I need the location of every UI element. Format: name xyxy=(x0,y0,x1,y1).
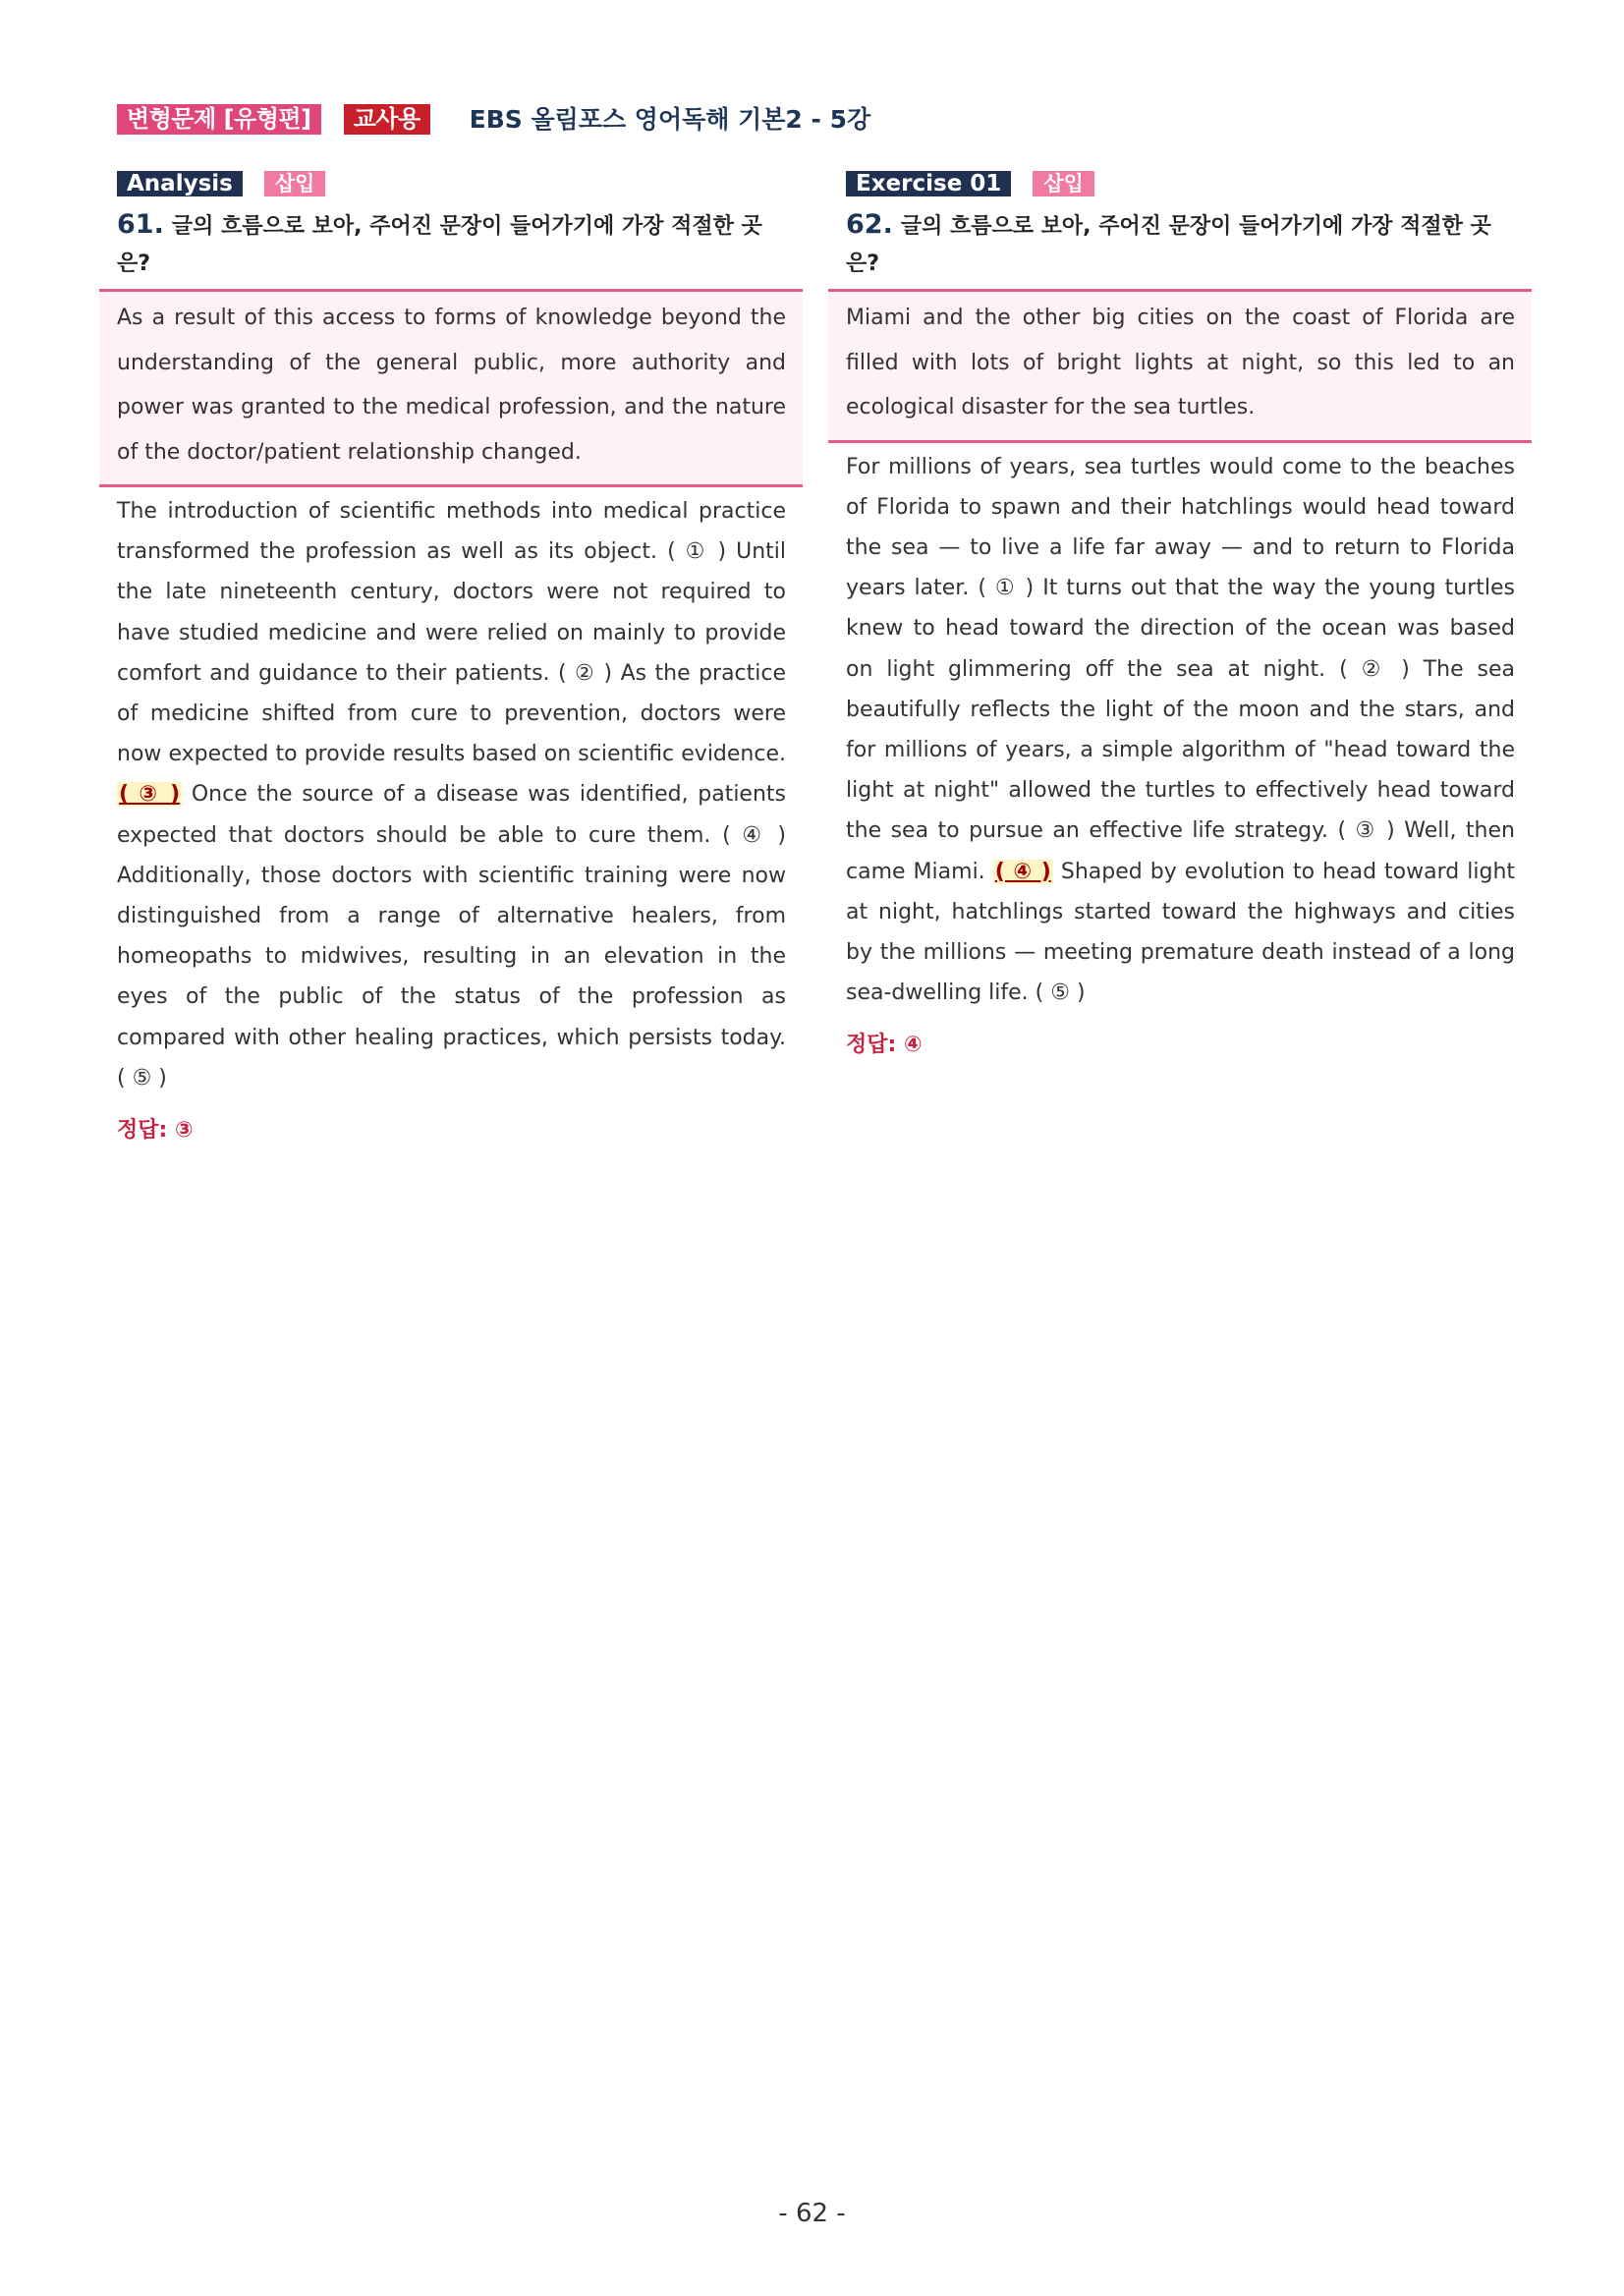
question-text: 글의 흐름으로 보아, 주어진 문장이 들어가기에 가장 적절한 곳은? xyxy=(117,214,762,276)
header-title: EBS 올림포스 영어독해 기본2 - 5강 xyxy=(469,105,871,134)
question-prompt xyxy=(846,206,1514,283)
question-text: 글의 흐름으로 보아, 주어진 문장이 들어가기에 가장 적절한 곳은? xyxy=(846,214,1491,276)
question-tags xyxy=(846,171,1532,196)
given-sentence: As a result of this access to forms of knowledge beyond the understanding of the general public, more authority and power was granted to the medical profession, and the nature of the doctor/patient relationship changed. xyxy=(117,306,786,465)
question-prompt xyxy=(117,206,785,283)
given-sentence-box xyxy=(99,289,803,487)
position-marker-2: ( ② ) xyxy=(557,660,613,686)
analysis-tag: Analysis xyxy=(117,171,243,196)
passage-segment: As the practice of medicine shifted from cure to prevention, doctors were now expected to provide results based on scientific evidence. xyxy=(117,660,787,767)
position-marker-5: ( ⑤ ) xyxy=(117,1065,167,1091)
exercise-tag: Exercise 01 xyxy=(846,171,1011,196)
position-marker-4: ( ④ ) xyxy=(722,822,787,848)
passage xyxy=(828,443,1532,1014)
passage-segment: Additionally, those doctors with scientific training were now distinguished from a range of alternative healers, from homeopaths to midwives, resulting in an elevation in the eyes of the public of the status of the profession as compared with other healing practices, which persists today. xyxy=(117,863,786,1050)
question-62 xyxy=(828,171,1532,1060)
passage-segment: For millions of years, sea turtles would come to the beaches of Florida to spawn and their hatchlings would head toward the sea — to live a life far away — and to return to Florida years later. xyxy=(846,454,1515,601)
question-head xyxy=(99,171,803,283)
position-marker-5: ( ⑤ ) xyxy=(1035,980,1086,1006)
passage-segment: The introduction of scientific methods into medical practice transformed the profession as well as its object. xyxy=(117,499,786,565)
passage xyxy=(99,487,803,1098)
position-marker-4-answer: ( ④ ) xyxy=(994,859,1051,884)
position-marker-1: ( ① ) xyxy=(978,576,1035,601)
given-sentence: Miami and the other big cities on the coast of Florida are filled with lots of bright lights at night, so this led to an ecological disaster for the sea turtles. xyxy=(846,306,1515,420)
passage-segment: Until the late nineteenth century, doctors were not required to have studied medicine and were relied on mainly to provide comfort and guidance to their patients. xyxy=(117,539,787,686)
answer-label: 정답: ④ xyxy=(846,1033,923,1058)
answer-label: 정답: ③ xyxy=(117,1118,194,1144)
passage-segment: Well, then came Miami. xyxy=(846,818,1515,884)
question-61 xyxy=(99,171,803,1146)
position-marker-3: ( ③ ) xyxy=(1337,818,1395,844)
insertion-type-tag: 삽입 xyxy=(264,171,326,196)
position-marker-1: ( ① ) xyxy=(667,539,727,565)
position-marker-2: ( ② ) xyxy=(1339,656,1410,682)
question-number: 62. xyxy=(846,209,893,240)
page-header xyxy=(117,104,870,135)
question-head xyxy=(828,171,1532,283)
insertion-type-tag: 삽입 xyxy=(1033,171,1094,196)
page-number: - 62 - xyxy=(778,2199,846,2228)
variant-problem-tag: 변형문제 [유형편] xyxy=(117,104,321,135)
question-tags xyxy=(117,171,803,196)
question-number: 61. xyxy=(117,209,164,240)
position-marker-3-answer: ( ③ ) xyxy=(119,782,181,808)
passage-segment: The sea beautifully reflects the light of the moon and the stars, and for millions of years, a simple algorithm of "head toward the light at night" allowed the turtles to effectively head toward the sea to pursue an effective life strategy. xyxy=(846,656,1516,844)
passage-segment: Shaped by evolution to head toward light at night, hatchlings started toward the highways and cities by the millions — meeting premature death instead of a long sea-dwelling life. xyxy=(846,859,1516,1006)
passage-segment: It turns out that the way the young turtles knew to head toward the direction of the ocean was based on light glimmering off the sea at night. xyxy=(846,576,1515,682)
given-sentence-box xyxy=(828,289,1532,443)
passage-segment: Once the source of a disease was identified, patients expected that doctors should be able to cure them. xyxy=(117,782,787,848)
teacher-edition-tag: 교사용 xyxy=(344,104,430,135)
